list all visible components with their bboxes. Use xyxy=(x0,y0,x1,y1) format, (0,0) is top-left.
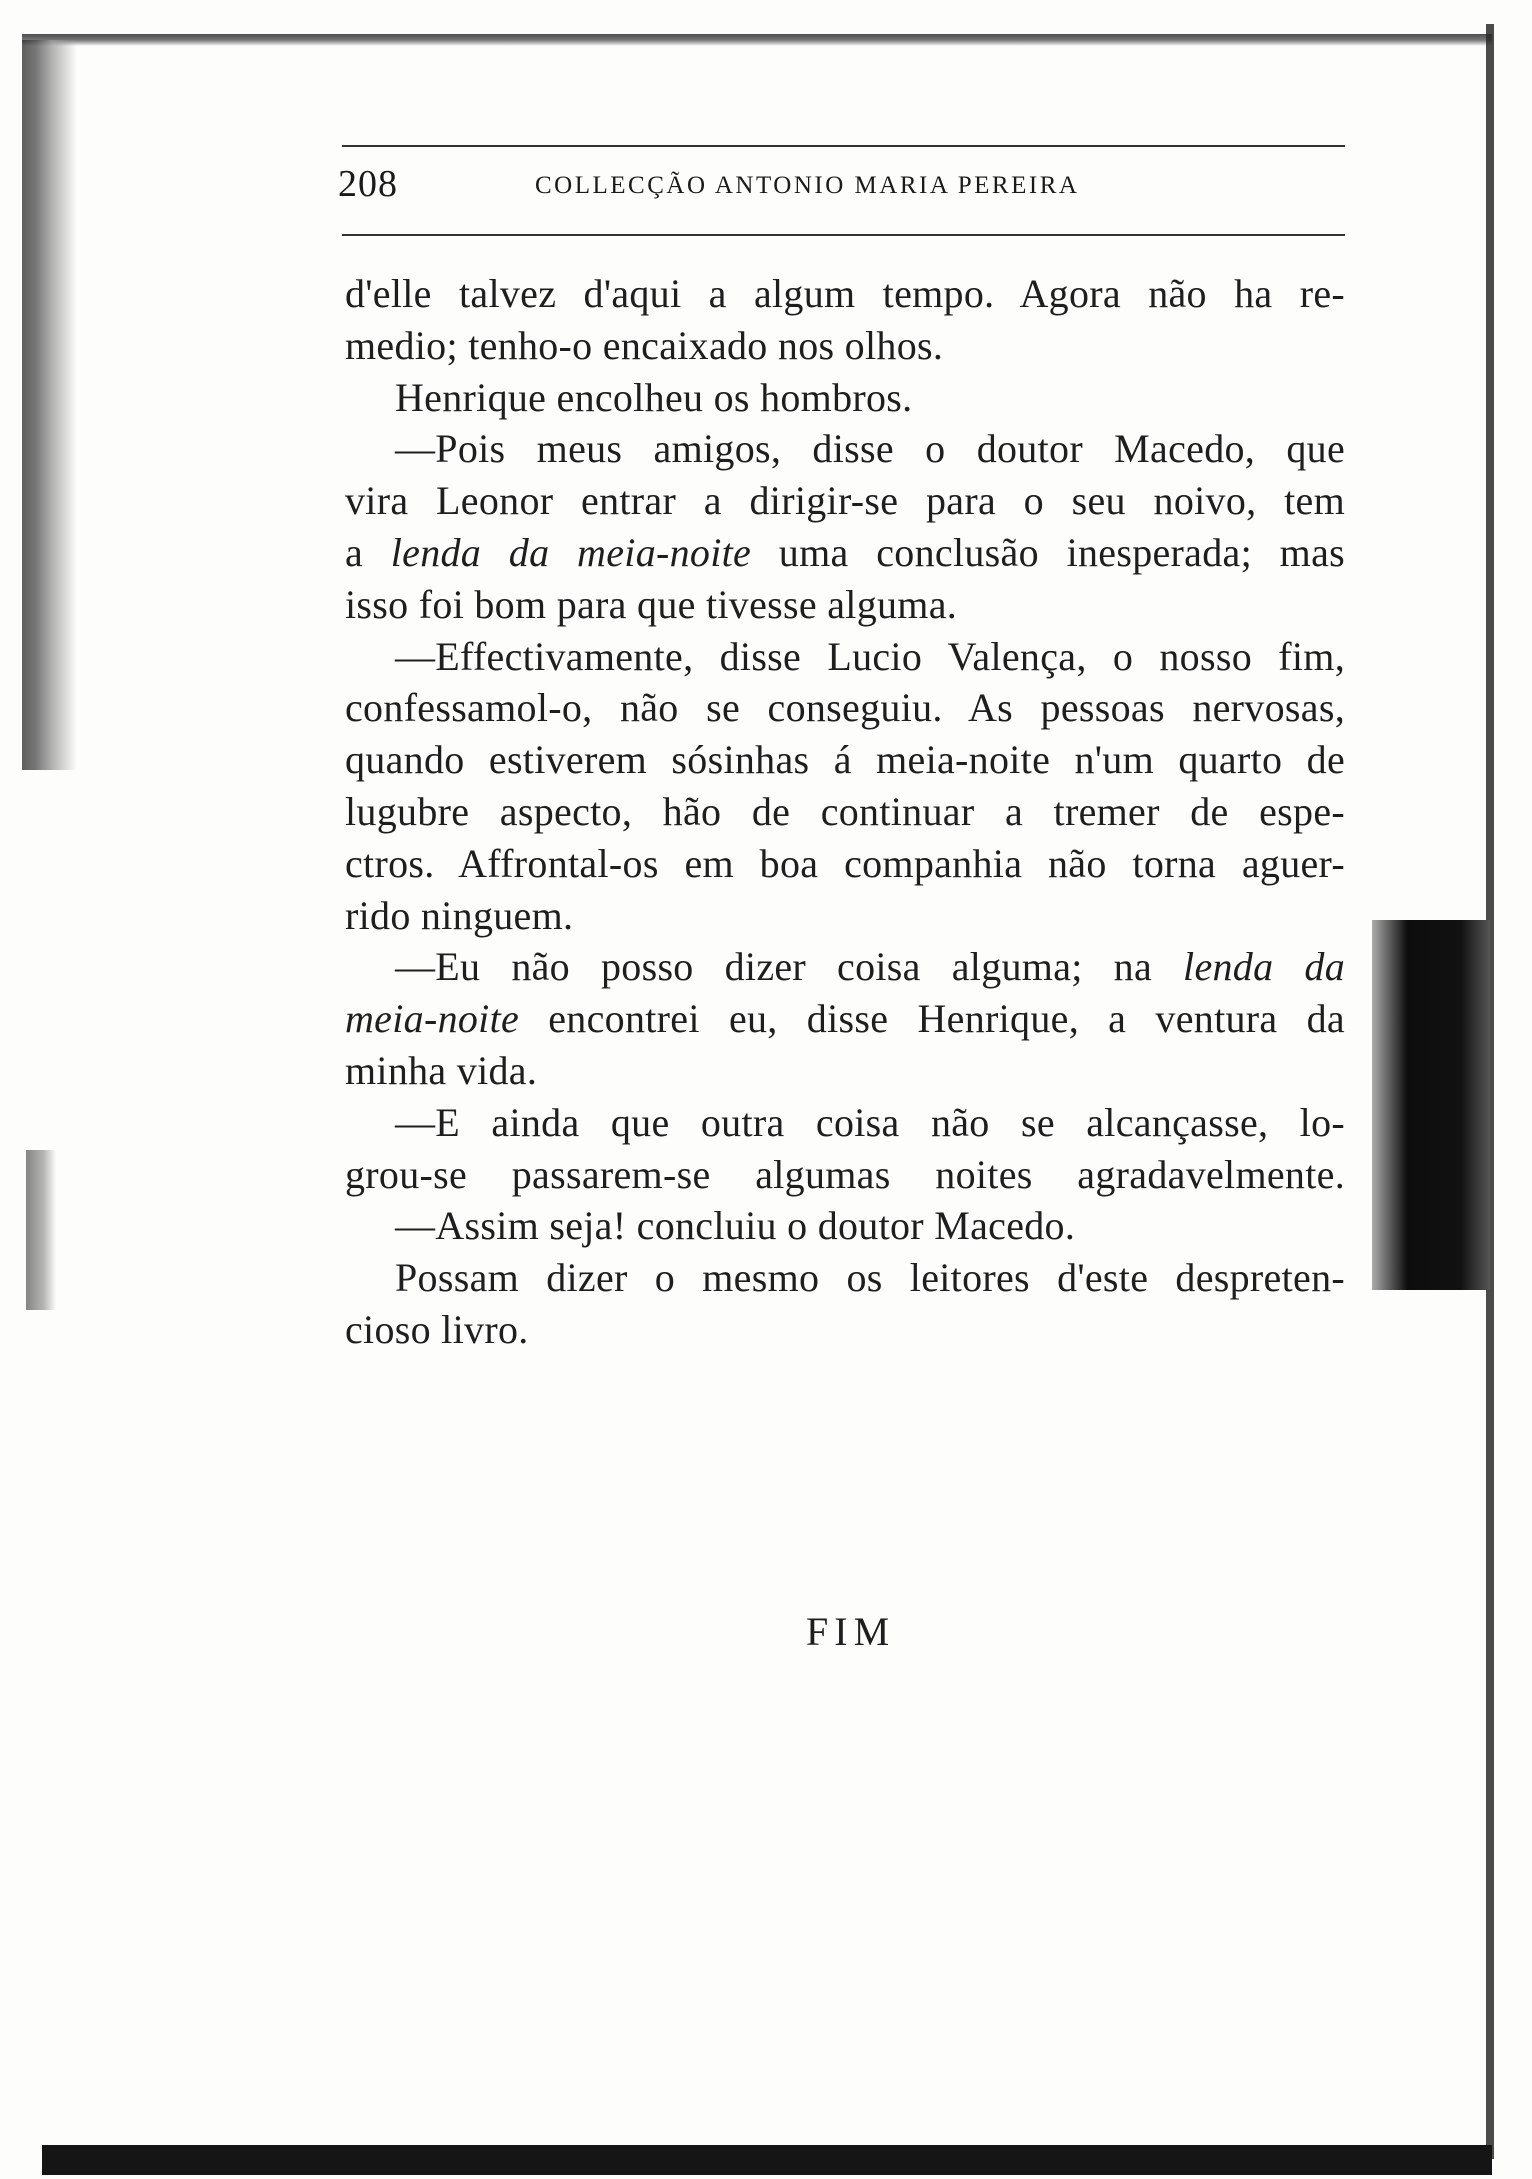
text-line: cioso livro. xyxy=(345,1306,529,1352)
text-line: isso foi bom para que tivesse alguma. xyxy=(345,581,958,627)
header-rule-bottom xyxy=(342,234,1345,236)
scan-shadow-right xyxy=(1372,920,1490,1290)
scan-edge-left-lower xyxy=(26,1150,56,1310)
text-line: vira Leonor entrar a dirigir-se para o seu noivo, tem xyxy=(345,478,1345,524)
ending-mark: FIM xyxy=(806,1609,896,1654)
text-line: grou-se passarem-se algumas noites agradavelmente. xyxy=(345,1151,1345,1197)
text-line: rido ninguem. xyxy=(345,892,574,938)
text-line xyxy=(345,993,1345,1045)
text-run: uma conclusão inesperada; mas xyxy=(751,529,1346,575)
text-run: —Eu não posso dizer coisa alguma; na xyxy=(395,944,1184,990)
text-line: d'elle talvez d'aqui a algum tempo. Agora não ha re- xyxy=(345,271,1345,316)
running-head: COLLECÇÃO ANTONIO MARIA PEREIRA xyxy=(535,172,1080,199)
scan-edge-left xyxy=(22,40,77,770)
text-line: Henrique encolheu os hombros. xyxy=(395,374,913,420)
text-line xyxy=(345,941,1345,993)
text-line: —Assim seja! concluiu o doutor Macedo. xyxy=(395,1203,1076,1249)
scan-edge-top xyxy=(22,34,1492,46)
page-number: 208 xyxy=(338,163,398,205)
italic-title: lenda da meia-noite xyxy=(390,529,752,575)
text-line xyxy=(345,527,1345,579)
text-line: —E ainda que outra coisa não se alcançasse, lo- xyxy=(395,1099,1345,1145)
text-line: —Pois meus amigos, disse o doutor Macedo, que xyxy=(395,426,1345,472)
text-line: confessamol-o, não se conseguiu. As pessoas nervosas, xyxy=(345,685,1345,731)
body-text xyxy=(345,268,1345,1356)
header-rule-top xyxy=(342,145,1345,147)
italic-title: lenda da xyxy=(1183,944,1345,990)
scan-edge-bottom xyxy=(42,2145,1492,2175)
text-line: medio; tenho-o encaixado nos olhos. xyxy=(345,322,944,368)
text-line: minha vida. xyxy=(345,1047,538,1093)
italic-title: meia-noite xyxy=(345,996,520,1042)
text-line: quando estiverem sósinhas á meia-noite n'um quarto de xyxy=(345,737,1345,783)
text-line: —Effectivamente, disse Lucio Valença, o nosso fim, xyxy=(395,633,1345,679)
text-line: lugubre aspecto, hão de continuar a tremer de espe- xyxy=(345,788,1345,834)
text-line: ctros. Affrontal-os em boa companhia não torna aguer- xyxy=(345,840,1345,886)
text-run: a xyxy=(345,529,391,575)
text-run: encontrei eu, disse Henrique, a ventura da xyxy=(519,996,1345,1042)
text-line: Possam dizer o mesmo os leitores d'este despreten- xyxy=(395,1255,1345,1301)
